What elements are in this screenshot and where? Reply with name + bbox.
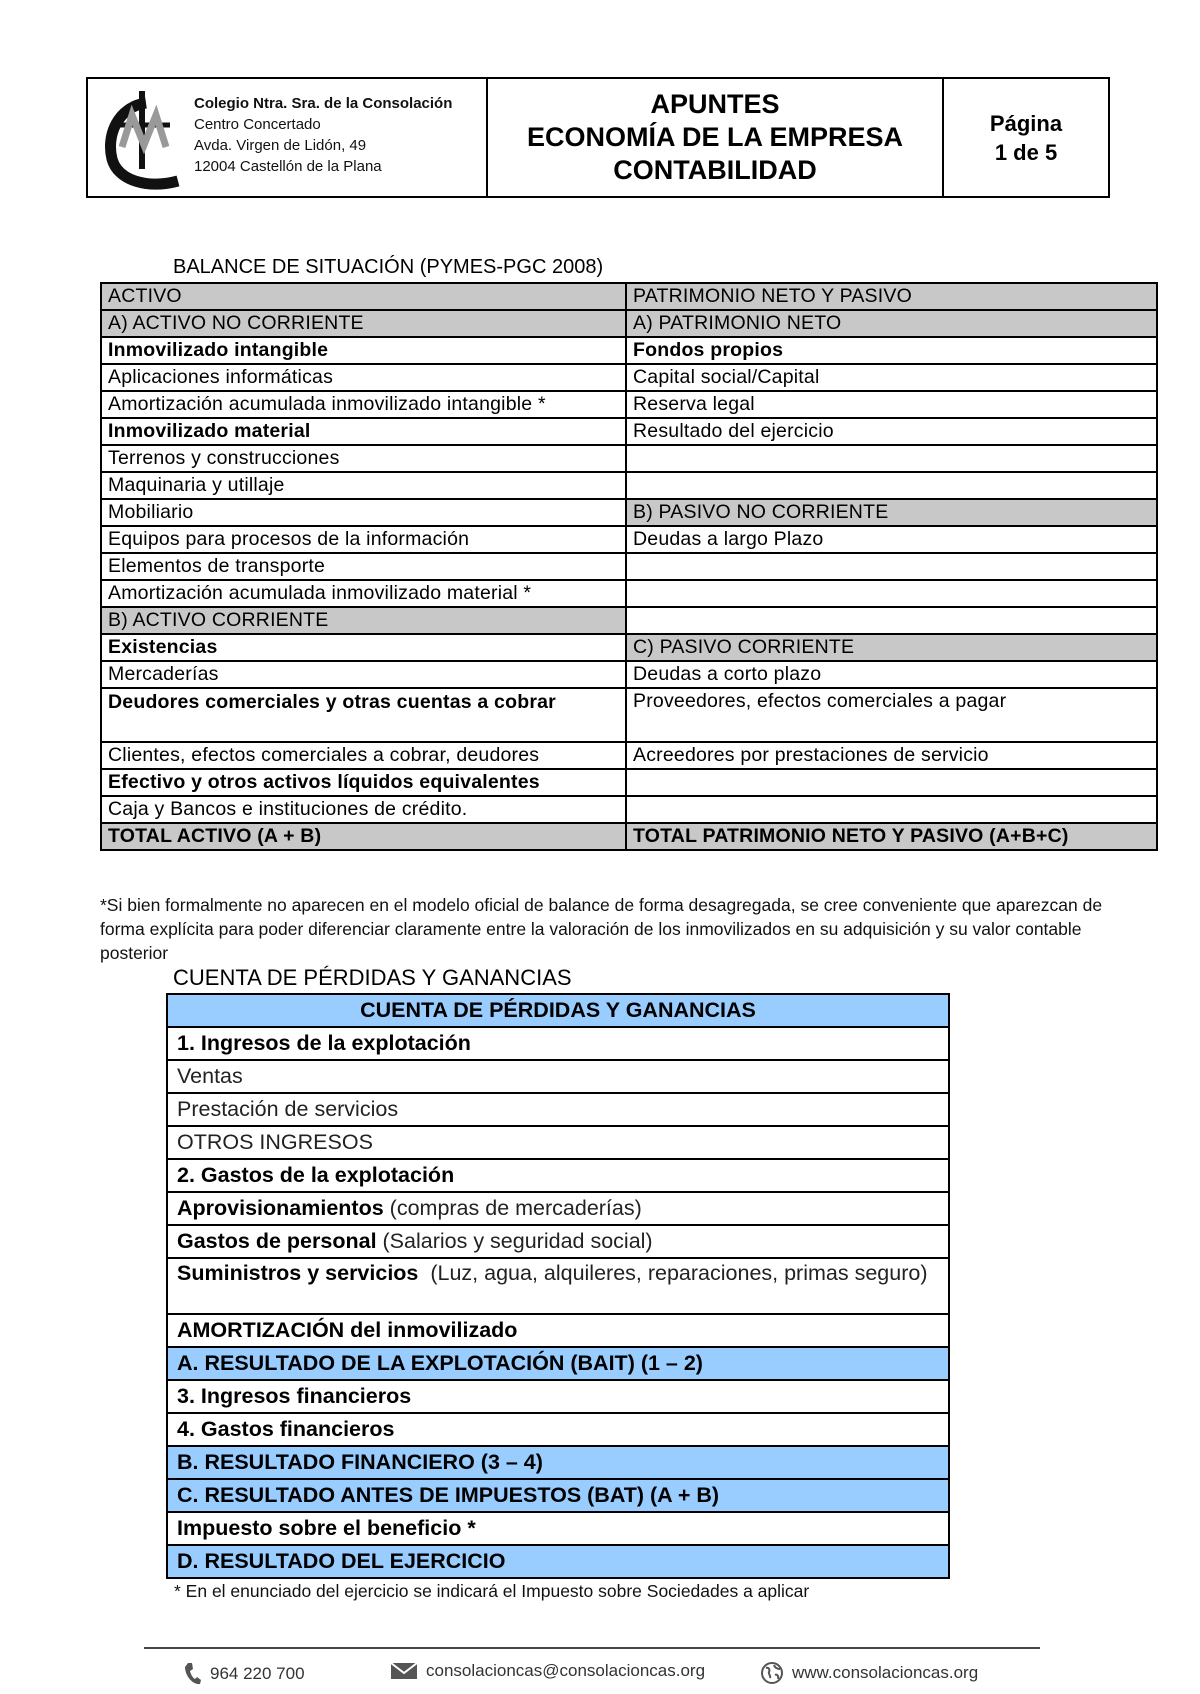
table-row <box>167 1446 949 1479</box>
balance-cell: Maquinaria y utillaje <box>101 472 626 499</box>
phone-icon <box>182 1661 202 1687</box>
page-indicator <box>944 79 1108 196</box>
pyg-cell-bold: Aprovisionamientos <box>177 1196 384 1220</box>
pyg-cell <box>167 1258 949 1314</box>
table-row <box>101 526 1157 553</box>
pyg-cell: Impuesto sobre el beneficio * <box>167 1512 949 1545</box>
balance-cell <box>626 607 1157 634</box>
total-activo-cell: TOTAL ACTIVO (A + B) <box>101 823 626 850</box>
pyg-title: CUENTA DE PÉRDIDAS Y GANANCIAS <box>173 965 572 990</box>
table-row <box>101 337 1157 364</box>
balance-cell: Mobiliario <box>101 499 626 526</box>
balance-cell <box>626 445 1157 472</box>
school-name: Colegio Ntra. Sra. de la Consolación <box>194 95 453 112</box>
table-row <box>167 1093 949 1126</box>
balance-cell <box>626 553 1157 580</box>
balance-cell: A) ACTIVO NO CORRIENTE <box>101 310 626 337</box>
page-number: 1 de 5 <box>994 139 1058 165</box>
footer-email <box>390 1661 705 1681</box>
pyg-cell-detail: (compras de mercaderías) <box>383 1196 642 1220</box>
footer-phone <box>182 1661 305 1687</box>
table-row <box>101 607 1157 634</box>
balance-cell: Capital social/Capital <box>626 364 1157 391</box>
pyg-cell: Prestación de servicios <box>167 1093 949 1126</box>
table-row <box>101 688 1157 742</box>
pyg-cell: AMORTIZACIÓN del inmovilizado <box>167 1314 949 1347</box>
table-row <box>101 391 1157 418</box>
pyg-cell: OTROS INGRESOS <box>167 1126 949 1159</box>
pyg-cell-detail: (Salarios y seguridad social) <box>376 1229 653 1253</box>
table-row <box>167 994 949 1027</box>
balance-cell: Efectivo y otros activos líquidos equivalentes <box>101 769 626 796</box>
balance-cell: A) PATRIMONIO NETO <box>626 310 1157 337</box>
table-row <box>101 310 1157 337</box>
table-row <box>101 553 1157 580</box>
balance-cell: Mercaderías <box>101 661 626 688</box>
pyg-cell: 1. Ingresos de la explotación <box>167 1027 949 1060</box>
table-row <box>101 499 1157 526</box>
table-row <box>101 634 1157 661</box>
pyg-cell: 2. Gastos de la explotación <box>167 1159 949 1192</box>
globe-icon <box>760 1661 784 1685</box>
website-link[interactable]: www.consolacioncas.org <box>792 1663 979 1682</box>
balance-cell: B) ACTIVO CORRIENTE <box>101 607 626 634</box>
table-row <box>101 283 1157 310</box>
pyg-result-cell: D. RESULTADO DEL EJERCICIO <box>167 1545 949 1578</box>
balance-cell: Amortización acumulada inmovilizado material * <box>101 580 626 607</box>
document-title <box>488 79 944 196</box>
balance-cell: Caja y Bancos e instituciones de crédito. <box>101 796 626 823</box>
balance-cell <box>626 796 1157 823</box>
balance-cell: C) PASIVO CORRIENTE <box>626 634 1157 661</box>
table-row <box>101 364 1157 391</box>
balance-cell: Deudas a largo Plazo <box>626 526 1157 553</box>
pyg-cell: 4. Gastos financieros <box>167 1413 949 1446</box>
pyg-cell-bold: Gastos de personal <box>177 1229 377 1253</box>
balance-cell: ACTIVO <box>101 283 626 310</box>
balance-cell: Elementos de transporte <box>101 553 626 580</box>
table-row <box>101 796 1157 823</box>
balance-footnote: *Si bien formalmente no aparecen en el modelo oficial de balance de forma desagregada, se cree conveniente que aparezcan de forma explícita para poder diferenciar claramente entre la valoración de los inmovilizados en su adquisición y su valor contable posterior <box>100 895 1103 963</box>
table-row <box>101 769 1157 796</box>
pyg-cell <box>167 1225 949 1258</box>
table-row <box>167 1159 949 1192</box>
table-row <box>101 742 1157 769</box>
balance-cell: Fondos propios <box>626 337 1157 364</box>
table-row <box>101 580 1157 607</box>
pyg-cell: Ventas <box>167 1060 949 1093</box>
balance-cell: PATRIMONIO NETO Y PASIVO <box>626 283 1157 310</box>
page-label: Página <box>989 110 1063 136</box>
school-address: Avda. Virgen de Lidón, 49 <box>194 137 367 154</box>
balance-cell: Inmovilizado intangible <box>101 337 626 364</box>
balance-sheet-table <box>100 282 1158 851</box>
table-row <box>101 472 1157 499</box>
pyg-cell <box>167 1192 949 1225</box>
school-logo-icon <box>98 85 190 193</box>
balance-cell: B) PASIVO NO CORRIENTE <box>626 499 1157 526</box>
school-info <box>194 93 452 177</box>
title-line-2: ECONOMÍA DE LA EMPRESA <box>526 122 904 152</box>
school-logo-block <box>88 79 488 196</box>
table-row <box>101 445 1157 472</box>
balance-cell <box>626 769 1157 796</box>
table-row <box>101 661 1157 688</box>
table-row <box>167 1512 949 1545</box>
balance-cell: Inmovilizado material <box>101 418 626 445</box>
pyg-header-cell: CUENTA DE PÉRDIDAS Y GANANCIAS <box>167 994 949 1027</box>
balance-cell: Clientes, efectos comerciales a cobrar, deudores <box>101 742 626 769</box>
table-row <box>167 1314 949 1347</box>
title-line-1: APUNTES <box>650 89 780 119</box>
table-row <box>167 1545 949 1578</box>
table-row <box>167 1060 949 1093</box>
document-header <box>86 77 1110 198</box>
table-row <box>101 823 1157 850</box>
table-row <box>167 1347 949 1380</box>
balance-cell <box>626 580 1157 607</box>
balance-cell: Terrenos y construcciones <box>101 445 626 472</box>
pyg-result-cell: A. RESULTADO DE LA EXPLOTACIÓN (BAIT) (1 – 2) <box>167 1347 949 1380</box>
balance-cell: Aplicaciones informáticas <box>101 364 626 391</box>
envelope-icon <box>390 1662 418 1680</box>
balance-title: BALANCE DE SITUACIÓN (PYMES-PGC 2008) <box>173 256 604 278</box>
table-row <box>167 1027 949 1060</box>
phone-number: 964 220 700 <box>210 1664 305 1683</box>
balance-cell: Resultado del ejercicio <box>626 418 1157 445</box>
school-type: Centro Concertado <box>194 116 321 133</box>
pyg-footnote: * En el enunciado del ejercicio se indicará el Impuesto sobre Sociedades a aplicar <box>174 1581 810 1601</box>
table-row <box>167 1192 949 1225</box>
table-row <box>167 1380 949 1413</box>
table-row <box>167 1126 949 1159</box>
table-row <box>167 1479 949 1512</box>
balance-cell: Deudores comerciales y otras cuentas a cobrar <box>101 688 626 742</box>
footer-web <box>760 1661 978 1685</box>
table-row <box>167 1413 949 1446</box>
balance-cell: Existencias <box>101 634 626 661</box>
balance-cell: Deudas a corto plazo <box>626 661 1157 688</box>
table-row <box>167 1258 949 1314</box>
balance-cell: Proveedores, efectos comerciales a pagar <box>626 688 1157 742</box>
footer-divider <box>144 1647 1040 1649</box>
total-pasivo-cell: TOTAL PATRIMONIO NETO Y PASIVO (A+B+C) <box>626 823 1157 850</box>
pyg-cell-bold: Suministros y servicios <box>177 1261 419 1285</box>
table-row <box>101 418 1157 445</box>
email-address[interactable]: consolacioncas@consolacioncas.org <box>426 1661 706 1680</box>
balance-cell: Equipos para procesos de la información <box>101 526 626 553</box>
pyg-result-cell: C. RESULTADO ANTES DE IMPUESTOS (BAT) (A + B) <box>167 1479 949 1512</box>
school-city: 12004 Castellón de la Plana <box>194 158 382 175</box>
pyg-result-cell: B. RESULTADO FINANCIERO (3 – 4) <box>167 1446 949 1479</box>
balance-cell: Reserva legal <box>626 391 1157 418</box>
income-statement-table <box>166 993 950 1579</box>
balance-cell: Amortización acumulada inmovilizado intangible * <box>101 391 626 418</box>
pyg-cell: 3. Ingresos financieros <box>167 1380 949 1413</box>
balance-cell: Acreedores por prestaciones de servicio <box>626 742 1157 769</box>
table-row <box>167 1225 949 1258</box>
pyg-cell-detail: (Luz, agua, alquileres, reparaciones, primas seguro) <box>418 1261 928 1285</box>
balance-cell <box>626 472 1157 499</box>
title-line-3: CONTABILIDAD <box>613 155 817 185</box>
